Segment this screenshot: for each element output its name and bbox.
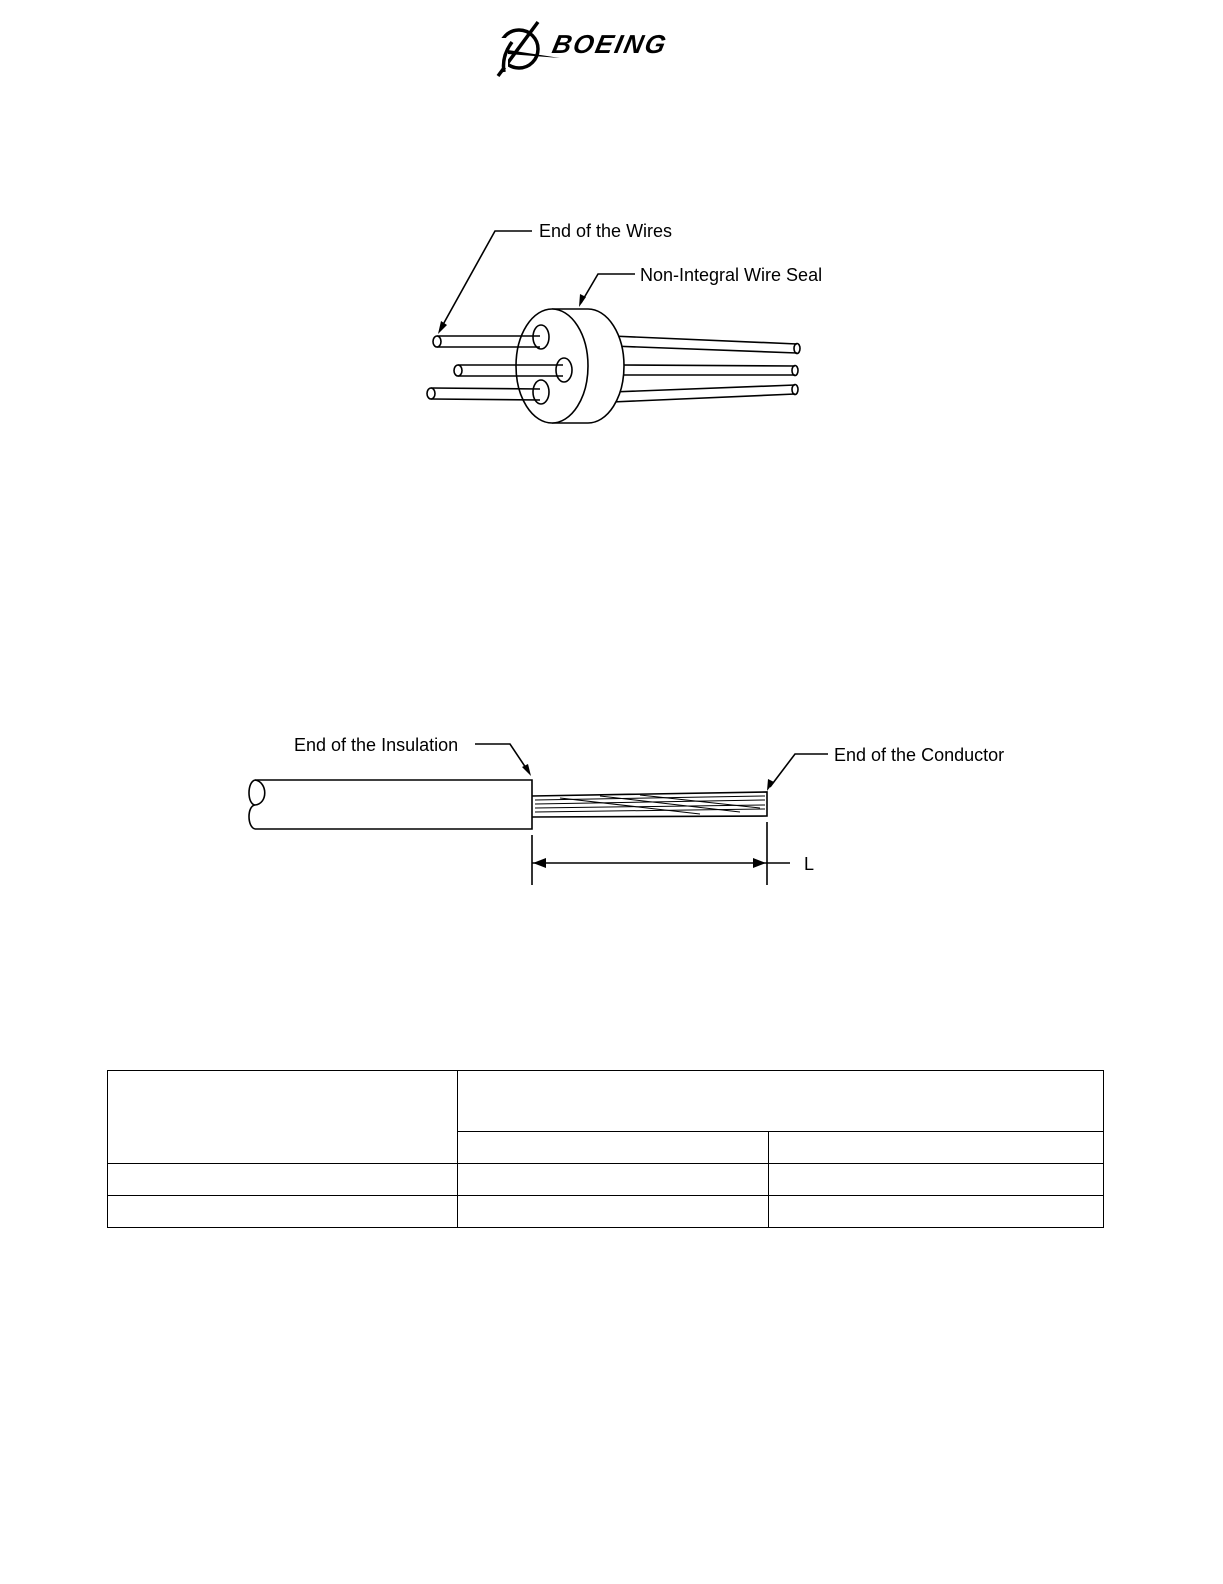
boeing-wordmark: BOEING [549, 29, 671, 59]
dimension-length [532, 822, 790, 885]
table-cell [458, 1164, 769, 1196]
spec-table [107, 1070, 1104, 1228]
label-end-of-insulation: End of the Insulation [294, 735, 459, 755]
wire-1-right [612, 336, 797, 353]
table-cell [108, 1196, 458, 1228]
wire-2-end-right [792, 366, 798, 376]
stripped-wire-illustration [0, 700, 1223, 920]
table-cell [458, 1196, 769, 1228]
label-end-of-wires: End of the Wires [539, 221, 673, 241]
table-header-left [108, 1071, 458, 1164]
leader-insulation [475, 744, 528, 771]
table-row [108, 1196, 1104, 1228]
table-subheader-left [458, 1132, 769, 1164]
leader-insulation-arrowhead [522, 764, 531, 776]
leader-conductor-arrowhead [767, 779, 774, 791]
table-cell [108, 1164, 458, 1196]
wire-1-end-right [794, 344, 800, 354]
table-cell [769, 1196, 1104, 1228]
dimension-arrow-left [533, 858, 546, 868]
dimension-arrow-right [753, 858, 766, 868]
seal-body [516, 309, 624, 423]
table-subheader-right [769, 1132, 1104, 1164]
table-header-right [458, 1071, 1104, 1132]
table-cell [769, 1164, 1104, 1196]
leader-conductor [770, 754, 828, 787]
table-row [108, 1164, 1104, 1196]
wire-3-end-right [792, 385, 798, 395]
wire-3-right [612, 385, 795, 402]
conductor-strands [532, 792, 767, 817]
insulation-section [249, 780, 532, 829]
leader-wires [440, 231, 532, 330]
leader-wires-arrowhead [438, 321, 447, 334]
label-non-integral-wire-seal: Non-Integral Wire Seal [640, 265, 823, 285]
label-end-of-conductor: End of the Conductor [834, 745, 1005, 765]
leader-seal [581, 274, 635, 303]
table-header-row [108, 1071, 1104, 1132]
label-dimension-l: L [804, 854, 815, 874]
wire-2-right [618, 365, 795, 375]
